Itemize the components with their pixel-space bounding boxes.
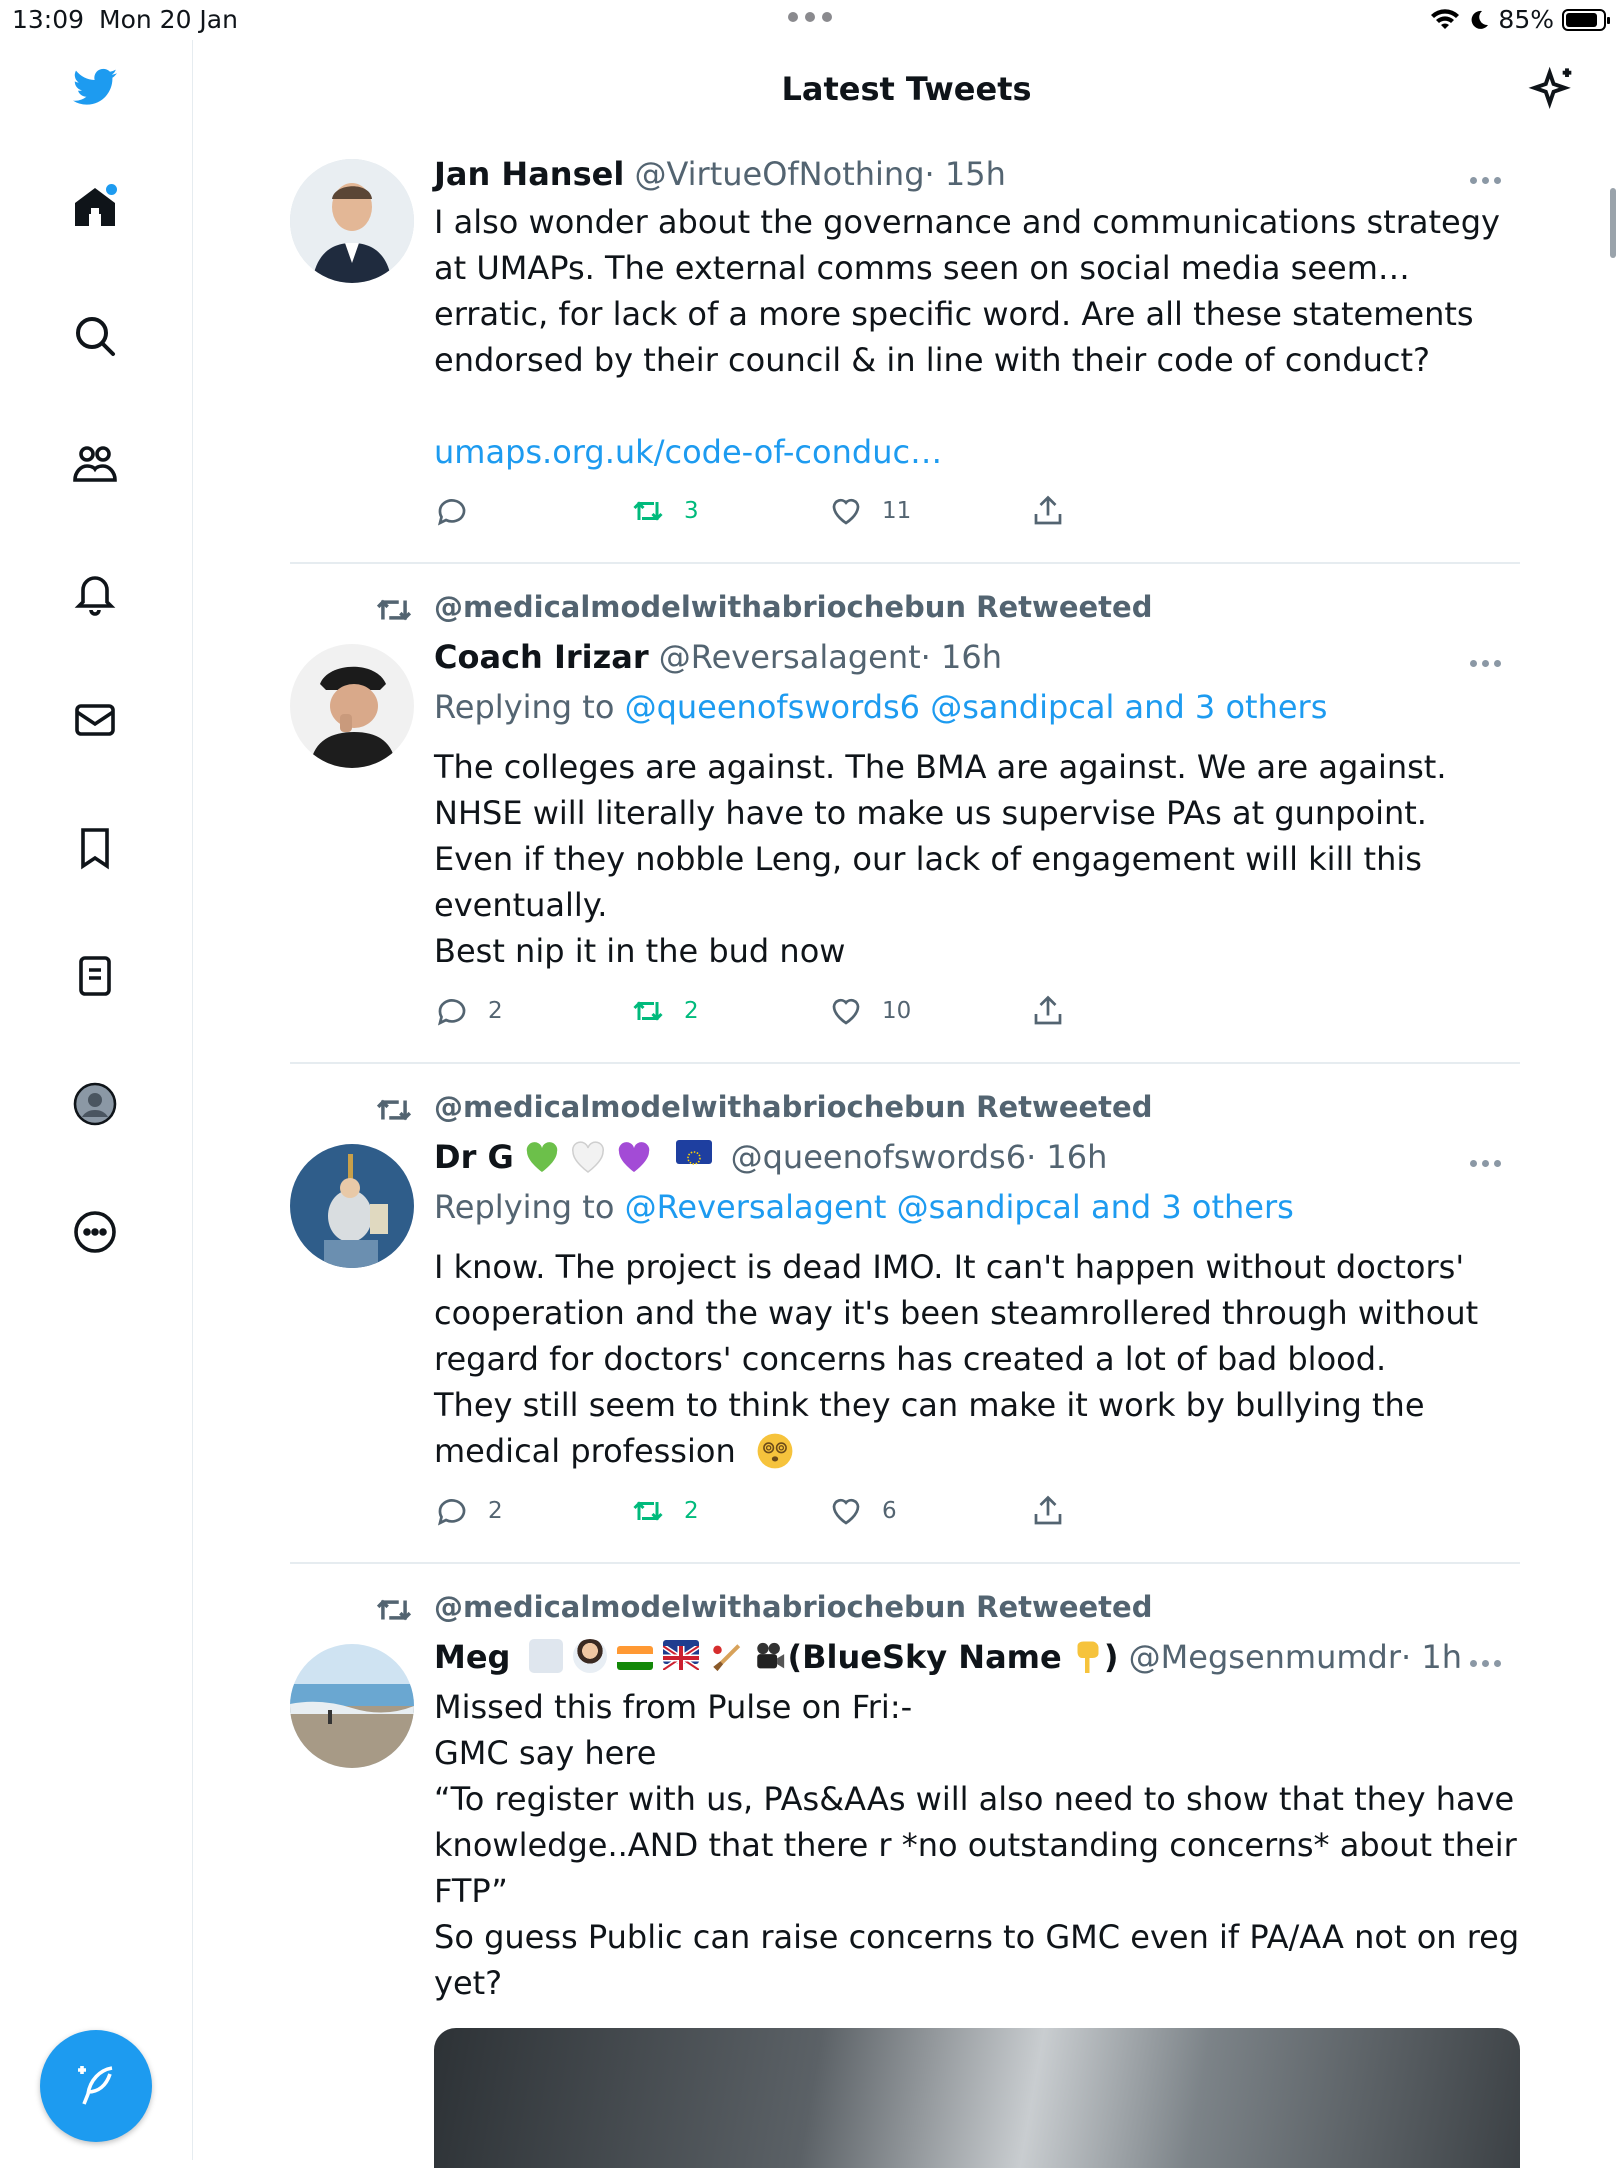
tweet-time[interactable]: · 16h xyxy=(920,638,1002,676)
like-button[interactable]: 11 xyxy=(828,493,911,529)
author-handle[interactable]: @Megsenmumdr xyxy=(1128,1638,1402,1676)
status-bar xyxy=(0,0,1620,40)
avatar[interactable] xyxy=(290,159,414,283)
reply-icon xyxy=(434,1493,470,1529)
moon-icon xyxy=(1468,9,1490,31)
tweet-divider xyxy=(290,1562,1520,1564)
tweet[interactable]: @medicalmodelwithabriochebun Retweeted Meg (BlueSky Name ) @Megsenmumdr· 1h Missed this from Pulse on Fri:- GMC say here “To register with us, PAs&AAs will also need to show that they have knowledge..AND that there r *no outstanding concerns* about their FTP” So guess Public can raise concerns to GMC even if PA/AA not on reg yet? xyxy=(290,1590,1520,2030)
family-emoji-icon xyxy=(529,1639,563,1673)
status-time: 13:09 xyxy=(12,5,85,34)
retweeted-by: @medicalmodelwithabriochebun Retweeted xyxy=(290,1590,1390,1630)
tweet-time[interactable]: · 16h xyxy=(1026,1138,1108,1176)
like-button[interactable]: 6 xyxy=(828,1493,897,1529)
share-icon xyxy=(1030,1493,1066,1529)
retweet-button[interactable]: 2 xyxy=(630,993,699,1029)
more-options-icon[interactable] xyxy=(1470,1652,1520,1672)
share-button[interactable] xyxy=(1030,993,1066,1029)
tweet-text: I know. The project is dead IMO. It can't happen without doctors' cooperation and the way it's been steamrollered through without regard for doctors' concerns has created a lot of bad blood. They still seem to think they can make it work by bullying the medical profession xyxy=(434,1248,1479,1470)
retweet-indicator-icon xyxy=(375,1094,413,1126)
profile-icon[interactable] xyxy=(69,1078,121,1130)
reply-button[interactable] xyxy=(434,493,488,529)
compose-tweet-button[interactable] xyxy=(40,2030,152,2142)
sidebar-nav xyxy=(0,40,193,2160)
tweet-link[interactable]: umaps.org.uk/code-of-conduc… xyxy=(434,433,943,471)
like-button[interactable]: 10 xyxy=(828,993,911,1029)
tweet-divider xyxy=(290,1062,1520,1064)
tweet-text: I also wonder about the governance and communications strategy at UMAPs. The external comms seen on social media seem… erratic, for lack of a more specific word. Are all these statements endorsed by their council & in line with their code of conduct? umaps.org.uk/code-of-conduc… xyxy=(434,203,1500,471)
more-options-icon[interactable] xyxy=(1470,1152,1520,1172)
wifi-icon xyxy=(1430,8,1460,32)
timeline-header xyxy=(193,40,1620,140)
share-icon xyxy=(1030,493,1066,529)
avatar[interactable] xyxy=(290,644,414,768)
more-icon[interactable] xyxy=(69,1206,121,1258)
lists-icon[interactable] xyxy=(69,950,121,1002)
reply-button[interactable]: 2 xyxy=(434,993,503,1029)
retweet-icon xyxy=(630,993,666,1029)
tweet[interactable] xyxy=(290,1090,1520,1550)
bell-icon[interactable] xyxy=(69,566,121,618)
tweet-time[interactable]: · 15h xyxy=(924,155,1006,193)
dizzy-face-emoji-icon xyxy=(756,1432,794,1470)
reply-button[interactable]: 2 xyxy=(434,1493,503,1529)
share-icon xyxy=(1030,993,1066,1029)
author-name[interactable]: Coach Irizar xyxy=(434,638,649,676)
status-date: Mon 20 Jan xyxy=(99,5,238,34)
uk-flag-icon xyxy=(663,1640,699,1664)
home-icon[interactable] xyxy=(69,182,121,234)
multitasking-dots-icon[interactable] xyxy=(788,12,832,22)
retweet-indicator-icon xyxy=(375,594,413,626)
sparkle-icon[interactable] xyxy=(1528,64,1580,116)
tweet-text: Missed this from Pulse on Fri:- GMC say here “To register with us, PAs&AAs will also need to show that they have knowledge..AND that there r *no outstanding concerns* about their FTP” So guess Public can raise concerns to GMC even if PA/AA not on reg yet? xyxy=(434,1688,1520,2002)
tweet[interactable] xyxy=(290,155,1520,555)
avatar[interactable] xyxy=(290,1644,414,1768)
india-flag-icon xyxy=(617,1646,653,1670)
tweet[interactable] xyxy=(290,590,1520,1050)
avatar[interactable] xyxy=(290,1144,414,1268)
bookmark-icon[interactable] xyxy=(69,822,121,874)
replying-to: Replying to @queenofswords6 @sandipcal and 3 others xyxy=(434,688,1328,726)
retweet-button[interactable]: 3 xyxy=(630,493,699,529)
author-handle[interactable]: @Reversalagent xyxy=(658,638,921,676)
pointing-down-emoji-icon xyxy=(1072,1640,1104,1676)
tweet-text: The colleges are against. The BMA are against. We are against. NHSE will literally have to make us supervise PAs at gunpoint. Even if they nobble Leng, our lack of engagement will kill this eventually. Best nip it in the bud now xyxy=(434,748,1447,970)
share-button[interactable] xyxy=(1030,1493,1066,1529)
mail-icon[interactable] xyxy=(69,694,121,746)
movie-camera-emoji-icon xyxy=(753,1640,787,1674)
retweeted-by: @medicalmodelwithabriochebun Retweeted xyxy=(290,590,1390,630)
white-heart-icon xyxy=(570,1140,606,1174)
page-title: Latest Tweets xyxy=(781,70,1032,108)
green-heart-icon xyxy=(524,1140,560,1174)
replying-to: Replying to @Reversalagent @sandipcal and 3 others xyxy=(434,1188,1294,1226)
purple-heart-icon xyxy=(616,1140,652,1174)
author-name[interactable]: Dr G xyxy=(434,1138,514,1176)
new-content-badge xyxy=(106,184,117,195)
tweet-media-image[interactable] xyxy=(434,2028,1520,2168)
tweet-time[interactable]: · 1h xyxy=(1401,1638,1462,1676)
reply-icon xyxy=(434,493,470,529)
author-name[interactable]: Meg xyxy=(434,1638,511,1676)
battery-fill xyxy=(1566,13,1597,27)
more-options-icon[interactable] xyxy=(1470,169,1520,189)
retweet-icon xyxy=(630,1493,666,1529)
eu-flag-icon xyxy=(676,1140,712,1164)
cricket-emoji-icon xyxy=(709,1640,743,1674)
reply-icon xyxy=(434,993,470,1029)
retweet-button[interactable]: 2 xyxy=(630,1493,699,1529)
search-icon[interactable] xyxy=(69,310,121,362)
communities-icon[interactable] xyxy=(69,438,121,490)
compose-tweet-icon xyxy=(72,2062,120,2110)
retweet-indicator-icon xyxy=(375,1594,413,1626)
retweet-icon xyxy=(630,493,666,529)
heart-icon xyxy=(828,1493,864,1529)
tweet-divider xyxy=(290,562,1520,564)
author-handle[interactable]: @VirtueOfNothing xyxy=(634,155,925,193)
battery-icon xyxy=(1562,9,1606,31)
heart-icon xyxy=(828,993,864,1029)
woman-health-worker-emoji-icon xyxy=(573,1639,607,1673)
scrollbar-thumb[interactable] xyxy=(1610,188,1616,258)
author-name[interactable]: Jan Hansel xyxy=(434,155,625,193)
twitter-logo-icon[interactable] xyxy=(69,62,121,114)
retweeted-by: @medicalmodelwithabriochebun Retweeted xyxy=(290,1090,1390,1130)
share-button[interactable] xyxy=(1030,493,1066,529)
battery-percent: 85% xyxy=(1498,5,1554,34)
more-options-icon[interactable] xyxy=(1470,652,1520,672)
author-handle[interactable]: @queenofswords6 xyxy=(730,1138,1027,1176)
heart-icon xyxy=(828,493,864,529)
